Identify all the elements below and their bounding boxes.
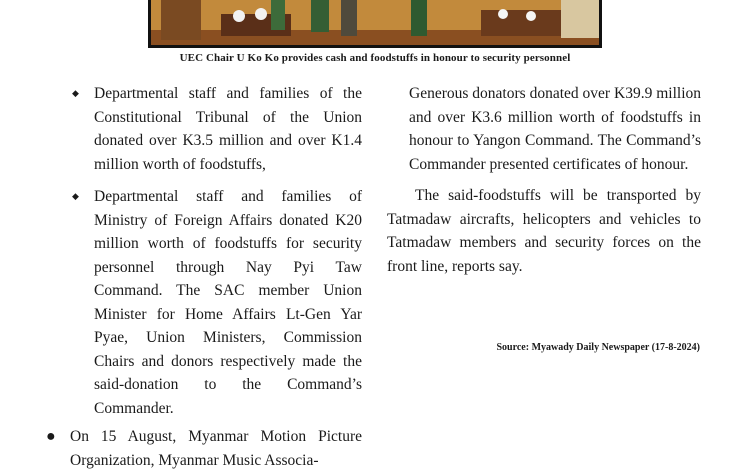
list-item: [72, 185, 362, 420]
list-item-text: Departmental staff and families of the Constitutional Tribunal of the Union donated over K3.5 million and over K1.4 million worth of foodstuffs,: [94, 85, 362, 173]
list-item: [72, 82, 362, 176]
list-item-text: On 15 August, Myanmar Motion Picture Organization, Myanmar Music Associa-: [70, 428, 362, 469]
diamond-bullet-icon: ◆: [72, 191, 79, 201]
paragraph: The said-foodstuffs will be transported by Tatmadaw aircrafts, helicopters and vehicles to Tatmadaw members and security forces on the front line, reports say.: [387, 187, 701, 275]
paragraph: Generous donators donated over K39.9 million and over K3.6 million worth of foodstuffs in honour to Yangon Command. The Command’s Commander presented certificates of honour.: [409, 85, 701, 173]
news-photo: [148, 0, 602, 48]
right-column: [387, 82, 701, 278]
list-item: [46, 425, 362, 472]
photo-caption: UEC Chair U Ko Ko provides cash and foodstuffs in honour to security personnel: [179, 52, 571, 64]
list-item-text: Departmental staff and families of Ministry of Foreign Affairs donated K20 million worth of foodstuffs for security personnel through Nay Pyi Taw Command. The SAC member Union Minister for Home Affairs Lt-Gen Yar Pyae, Union Ministers, Commission Chairs and donors respectively made the said-donation to the Command’s Commander.: [94, 188, 362, 417]
source-credit: Source: Myawady Daily Newspaper (17-8-2024): [496, 342, 700, 353]
left-column: [72, 82, 362, 420]
photo-image: [151, 0, 602, 48]
bullet-icon: ●: [46, 428, 56, 445]
diamond-bullet-icon: ◆: [72, 88, 79, 98]
